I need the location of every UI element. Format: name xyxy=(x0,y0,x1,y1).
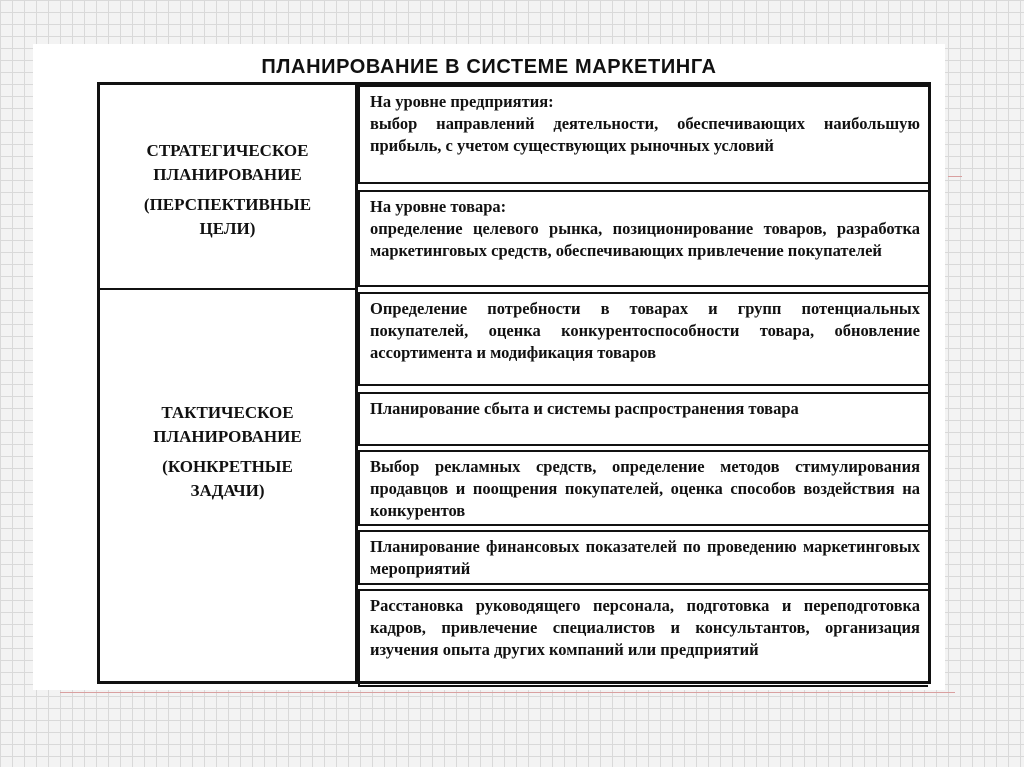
strategic-planning-label: СТРАТЕГИЧЕСКОЕ ПЛАНИРОВАНИЕ (ПЕРСПЕКТИВНЫЕ ЦЕЛИ) xyxy=(143,141,312,238)
planning-table xyxy=(97,82,931,684)
tactical-item-personnel: Расстановка руководящего персонала, подготовка и переподготовка кадров, привлечение специалистов и консультантов, организация изучения опыта других компаний или предприятий xyxy=(358,589,928,687)
tactical-item-advertising: Выбор рекламных средств, определение методов стимулирования продавцов и поощрения покупателей, оценка способов воздействия на конкурентов xyxy=(358,450,928,526)
tactical-item-needs: Определение потребности в товарах и групп потенциальных покупателей, оценка конкурентоспособности товара, обновление ассортимента и модификация товаров xyxy=(358,292,928,386)
decorative-line-bottom xyxy=(60,692,955,693)
slide-content xyxy=(33,44,945,690)
tactical-planning-label: ТАКТИЧЕСКОЕ ПЛАНИРОВАНИЕ (КОНКРЕТНЫЕ ЗАДАЧИ) xyxy=(153,403,302,500)
tactical-item-finance: Планирование финансовых показателей по проведению маркетинговых мероприятий xyxy=(358,530,928,585)
page-title: ПЛАНИРОВАНИЕ В СИСТЕМЕ МАРКЕТИНГА xyxy=(261,56,717,78)
strategic-item-enterprise: На уровне предприятия: выбор направлений деятельности, обеспечивающих наибольшую прибыль, с учетом существующих рыночных условий xyxy=(358,85,928,184)
row-divider xyxy=(100,288,355,290)
strategic-item-product: На уровне товара: определение целевого рынка, позиционирование товаров, разработка маркетинговых средств, обеспечивающих привлечение покупателей xyxy=(358,190,928,287)
tactical-item-sales: Планирование сбыта и системы распространения товара xyxy=(358,392,928,446)
decorative-line-right xyxy=(948,176,962,177)
